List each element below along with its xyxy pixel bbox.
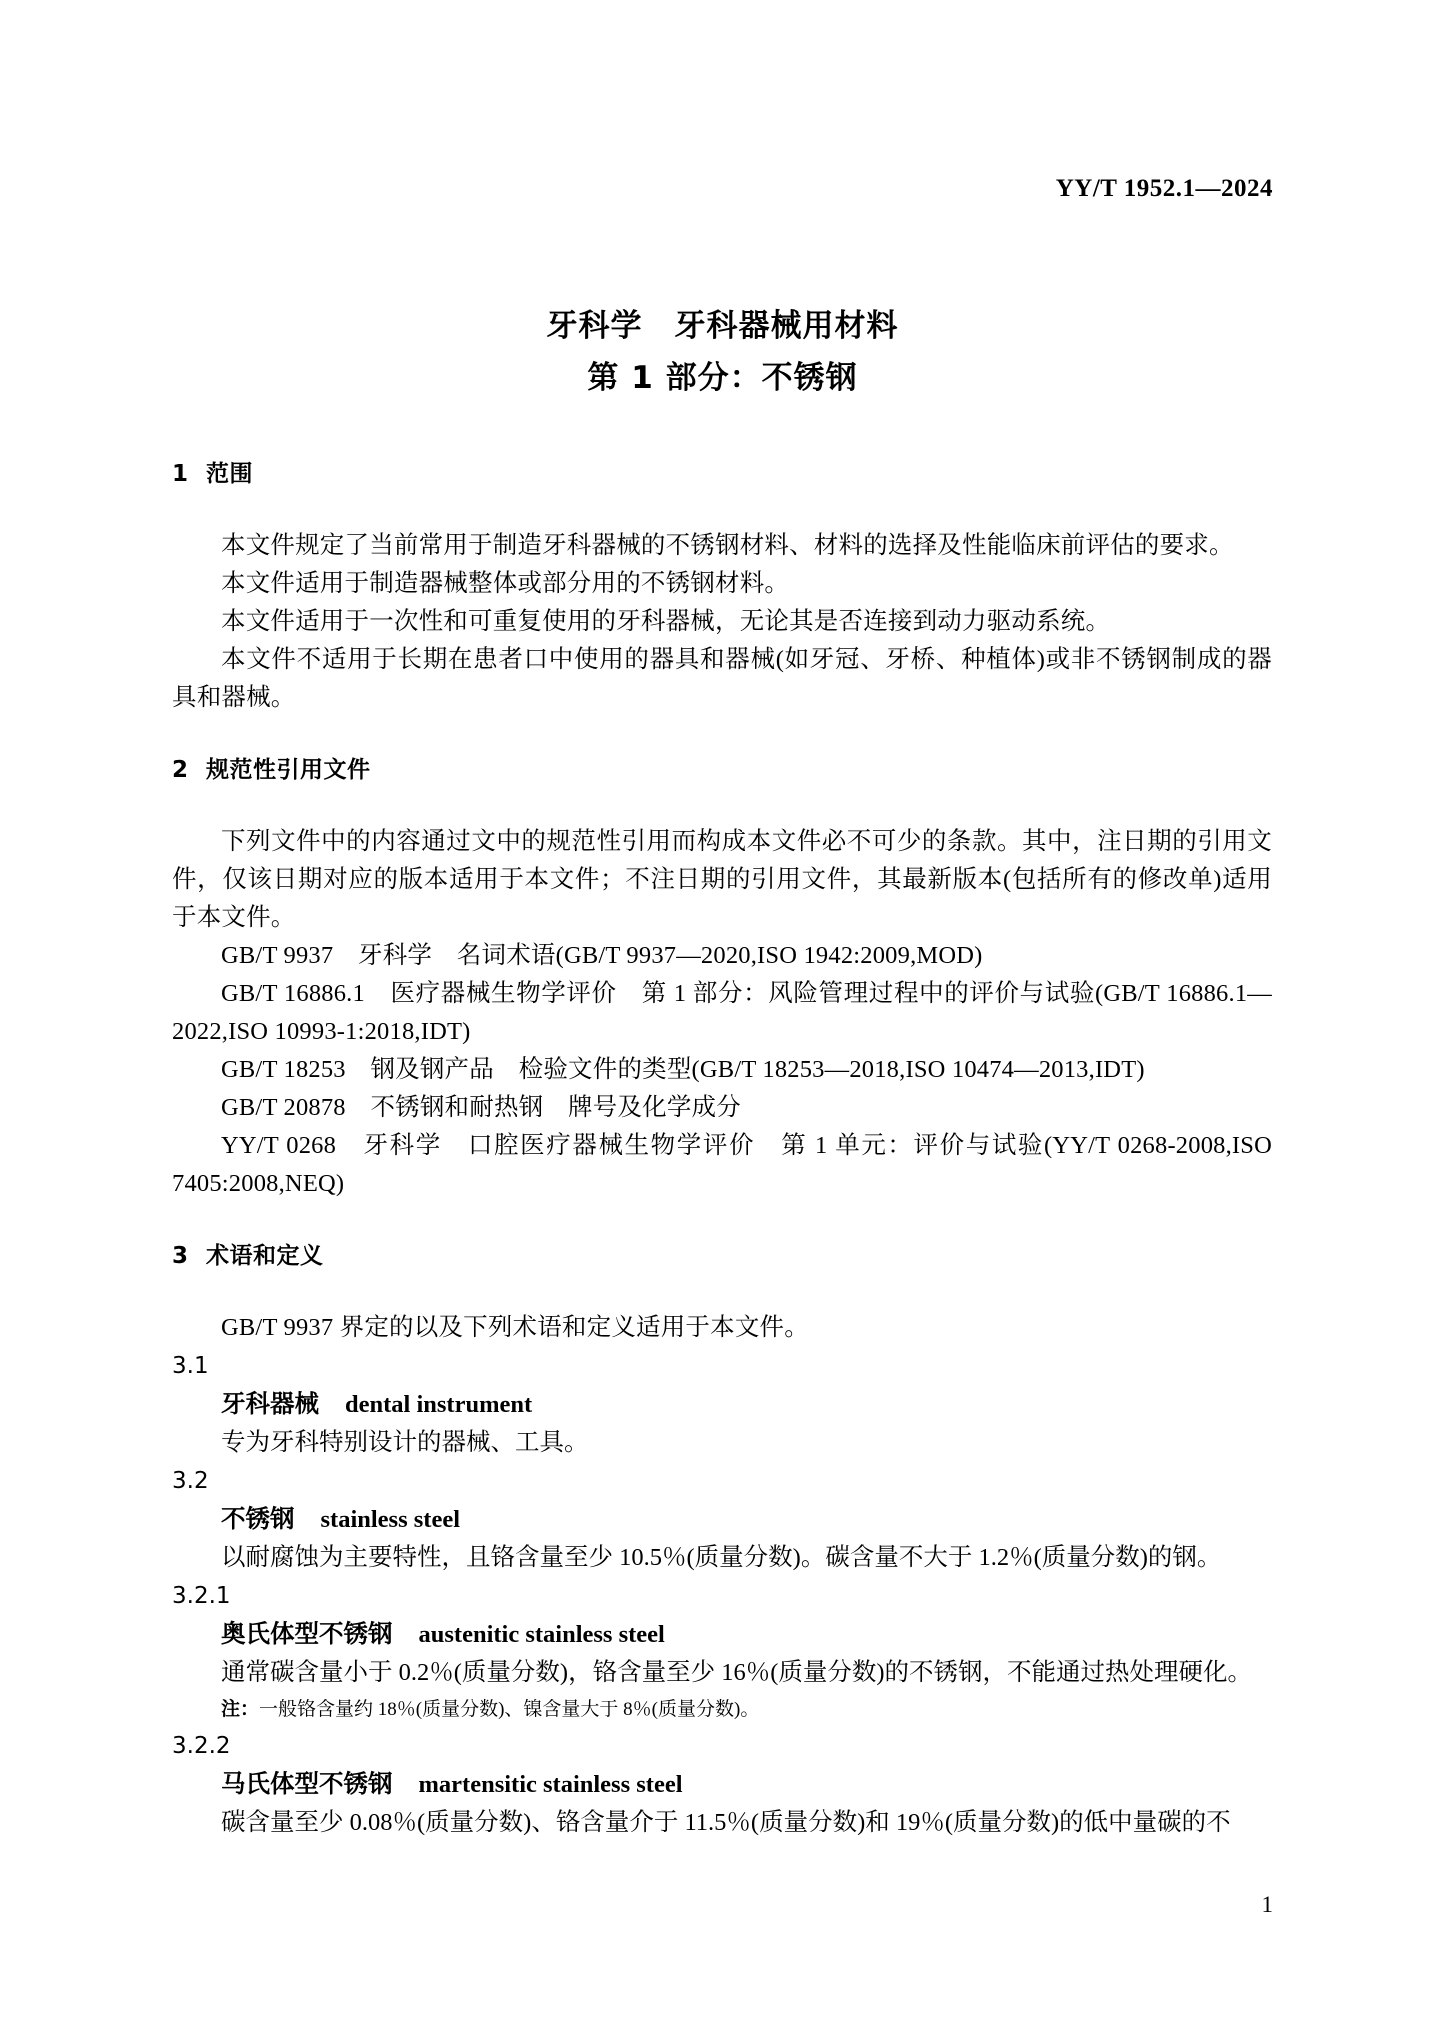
term-chinese-3-2-2: 马氏体型不锈钢 — [221, 1769, 393, 1798]
normative-reference-5: YY/T 0268 牙科学 口腔医疗器械生物学评价 第 1 单元：评价与试验(YY/T 0268-2008,ISO 7405:2008,NEQ) — [172, 1132, 1272, 1197]
section-title-1: 范围 — [206, 461, 253, 487]
section-title-2: 规范性引用文件 — [206, 757, 371, 783]
section-1-paragraph-3: 本文件适用于一次性和可重复使用的牙科器械，无论其是否连接到动力驱动系统。 — [221, 608, 1111, 635]
term-definition-3-2-2: 碳含量至少 0.08％(质量分数)、铬含量介于 11.5％(质量分数)和 19％(质量分数)的低中量碳的不 — [221, 1809, 1231, 1836]
section-number-1: 1 — [172, 461, 189, 487]
note-label-3-2-1: 注： — [221, 1698, 260, 1720]
term-note-3-2-1 — [172, 1692, 1272, 1727]
document-title-line-2: 第 1 部分：不锈钢 — [587, 360, 858, 396]
running-header-standard-number: YY/T 1952.1—2024 — [1055, 175, 1273, 202]
section-heading-2 — [172, 751, 1272, 789]
term-entry-3-2-1 — [172, 1615, 1272, 1654]
term-entry-3-1 — [172, 1385, 1272, 1424]
section-heading-1 — [172, 455, 1272, 493]
section-1-paragraph-1: 本文件规定了当前常用于制造牙科器械的不锈钢材料、材料的选择及性能临床前评估的要求。 — [221, 532, 1234, 559]
section-1-paragraph-4: 本文件不适用于长期在患者口中使用的器具和器械(如牙冠、牙桥、种植体)或非不锈钢制成的器具和器械。 — [172, 646, 1272, 711]
term-definition-3-2: 以耐腐蚀为主要特性，且铬含量至少 10.5％(质量分数)。碳含量不大于 1.2％(质量分数)的钢。 — [221, 1544, 1222, 1571]
section-3-intro: GB/T 9937 界定的以及下列术语和定义适用于本文件。 — [221, 1314, 809, 1341]
term-english-3-1: dental instrument — [345, 1391, 533, 1418]
term-english-3-2-1: austenitic stainless steel — [418, 1621, 665, 1648]
term-number-3-2-1: 3.2.1 — [172, 1583, 231, 1609]
term-chinese-3-2: 不锈钢 — [221, 1504, 295, 1533]
document-body — [172, 455, 1272, 1842]
section-heading-3 — [172, 1237, 1272, 1275]
note-text-3-2-1: 一般铬含量约 18％(质量分数)、镍含量大于 8％(质量分数)。 — [259, 1699, 760, 1720]
section-number-3: 3 — [172, 1243, 189, 1269]
term-number-3-2: 3.2 — [172, 1468, 209, 1494]
document-title-block — [0, 300, 1445, 404]
section-title-3: 术语和定义 — [206, 1243, 324, 1269]
term-chinese-3-2-1: 奥氏体型不锈钢 — [221, 1619, 393, 1648]
term-number-3-1: 3.1 — [172, 1353, 209, 1379]
term-chinese-3-1: 牙科器械 — [221, 1389, 319, 1418]
section-2-intro: 下列文件中的内容通过文中的规范性引用而构成本文件必不可少的条款。其中，注日期的引用文件，仅该日期对应的版本适用于本文件；不注日期的引用文件，其最新版本(包括所有的修改单)适用于本文件。 — [172, 828, 1272, 931]
normative-reference-1: GB/T 9937 牙科学 名词术语(GB/T 9937—2020,ISO 1942:2009,MOD) — [221, 942, 983, 969]
normative-reference-4: GB/T 20878 不锈钢和耐热钢 牌号及化学成分 — [221, 1094, 741, 1121]
term-entry-3-2 — [172, 1500, 1272, 1539]
normative-reference-2: GB/T 16886.1 医疗器械生物学评价 第 1 部分：风险管理过程中的评价与试验(GB/T 16886.1—2022,ISO 10993-1:2018,IDT) — [172, 980, 1272, 1045]
section-number-2: 2 — [172, 757, 189, 783]
term-entry-3-2-2 — [172, 1765, 1272, 1804]
term-definition-3-2-1: 通常碳含量小于 0.2％(质量分数)，铬含量至少 16％(质量分数)的不锈钢，不能通过热处理硬化。 — [221, 1659, 1253, 1686]
term-definition-3-1: 专为牙科特别设计的器械、工具。 — [221, 1429, 589, 1456]
term-english-3-2: stainless steel — [320, 1506, 460, 1533]
footer-page-number: 1 — [1261, 1892, 1273, 1917]
term-english-3-2-2: martensitic stainless steel — [418, 1771, 683, 1798]
section-1-paragraph-2: 本文件适用于制造器械整体或部分用的不锈钢材料。 — [221, 570, 790, 597]
document-title-line-1: 牙科学 牙科器械用材料 — [546, 308, 899, 344]
normative-reference-3: GB/T 18253 钢及钢产品 检验文件的类型(GB/T 18253—2018,ISO 10474—2013,IDT) — [221, 1056, 1145, 1083]
term-number-3-2-2: 3.2.2 — [172, 1733, 231, 1759]
